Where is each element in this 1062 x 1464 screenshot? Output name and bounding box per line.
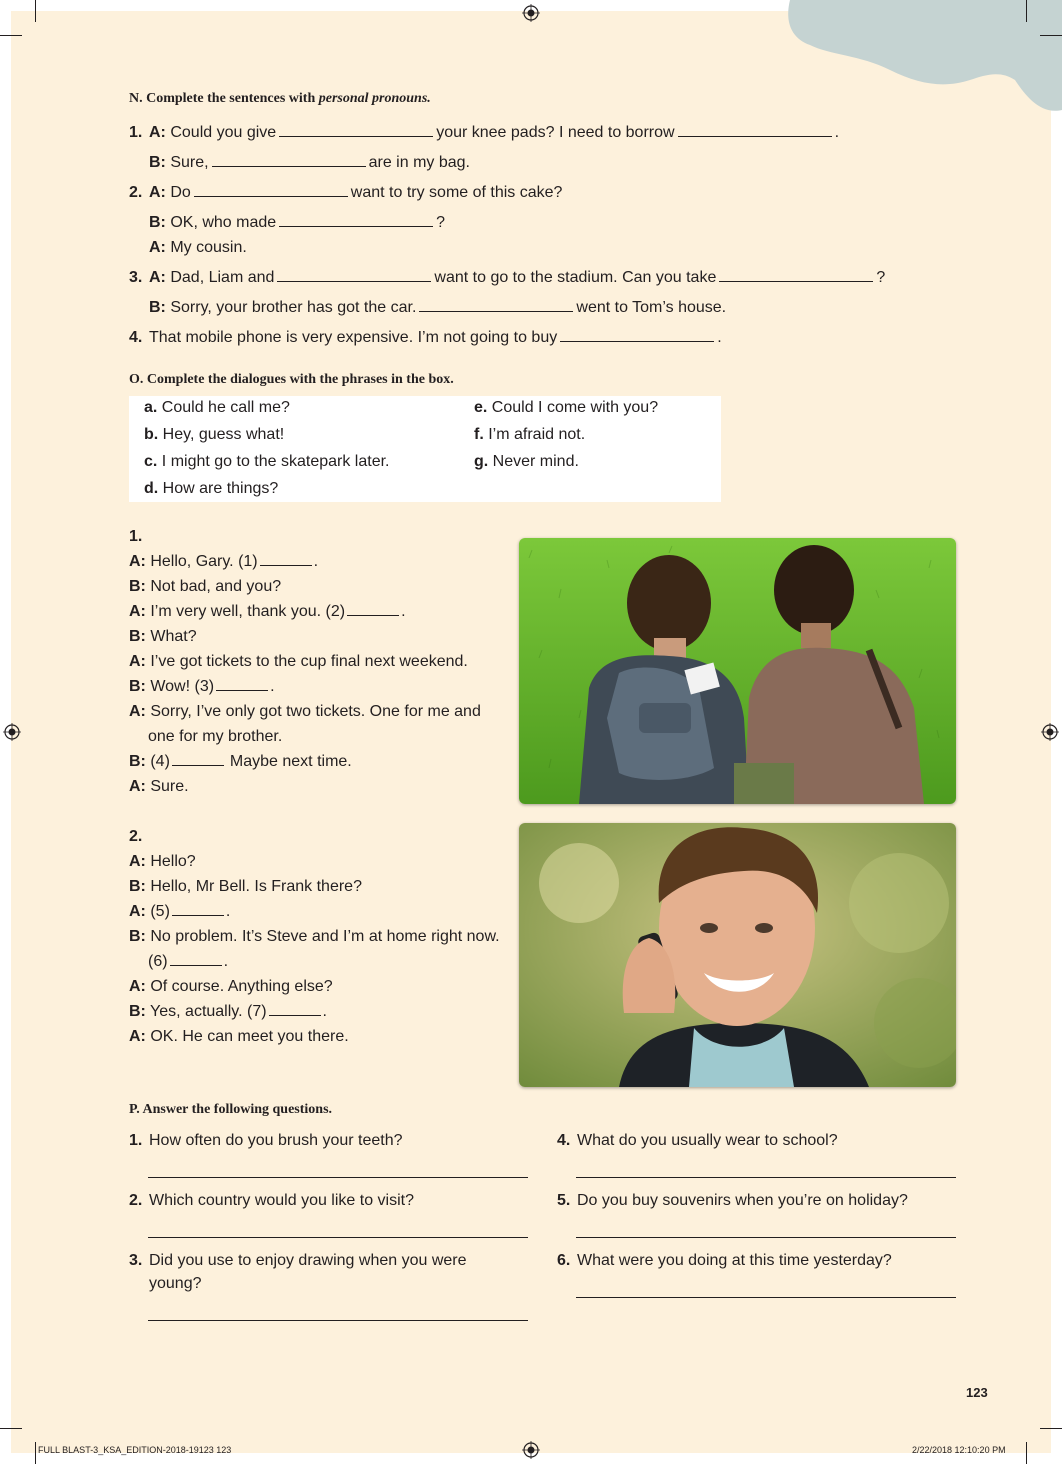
phrase-f: f. I’m afraid not. (474, 426, 586, 443)
answer-blank[interactable] (277, 268, 431, 282)
dialogue-text: Not bad, and you? (150, 578, 282, 595)
boy-on-phone-photo (519, 823, 956, 1087)
phrase-a: a. Could he call me? (144, 399, 290, 416)
phrase-e: e. Could I come with you? (474, 399, 659, 416)
answer-blank[interactable] (419, 298, 573, 312)
exercise-n-item-1-line-a: 1. A: Could you give your knee pads? I need to borrow . (129, 124, 840, 141)
dialogue-text: Hello? (150, 853, 196, 870)
exercise-n-item-4: 4. That mobile phone is very expensive. I’m not going to buy . (129, 329, 722, 346)
section-p-heading: P. Answer the following questions. (129, 1102, 333, 1117)
answer-blank[interactable] (172, 902, 224, 916)
answer-blank[interactable] (216, 677, 268, 691)
exercise-n-item-3-line-a: 3. A: Dad, Liam and want to go to the stadium. Can you take ? (129, 269, 886, 286)
dialogue-line (129, 852, 196, 872)
speaker-label: A: (129, 778, 146, 795)
answer-blank[interactable] (279, 213, 433, 227)
answer-line[interactable] (576, 1177, 956, 1178)
registration-mark-icon (1041, 723, 1059, 741)
two-students-on-grass-photo (519, 538, 956, 804)
answer-blank[interactable] (678, 123, 832, 137)
dialogue-1-number: 1. (129, 528, 143, 545)
dialogue-line (129, 752, 352, 772)
dialogue-text: Of course. Anything else? (150, 978, 333, 995)
footer-timestamp: 2/22/2018 12:10:20 PM (912, 1445, 1006, 1455)
phrase-box (129, 396, 721, 502)
dialogue-text: . (401, 603, 406, 620)
dialogue-line (129, 1002, 327, 1022)
question-4: 4. What do you usually wear to school? (557, 1132, 838, 1149)
dialogue-line (129, 652, 468, 672)
exercise-n-item-3-line-b: B: Sorry, your brother has got the car. went to Tom’s house. (149, 299, 727, 316)
exercise-n-item-2-line-a: 2. A: Do want to try some of this cake? (129, 184, 563, 201)
crop-mark (35, 1442, 36, 1464)
speaker-label: A: (129, 1028, 146, 1045)
answer-line[interactable] (148, 1177, 528, 1178)
speaker-label: B: (129, 578, 146, 595)
speaker-label: A: (129, 653, 146, 670)
crop-mark (35, 0, 36, 22)
dialogue-text: Wow! (3) (150, 678, 215, 695)
question-2: 2. Which country would you like to visit? (129, 1192, 414, 1209)
dialogue-text: . (322, 1003, 327, 1020)
dialogue-line (129, 577, 281, 597)
dialogue-line (129, 552, 318, 572)
dialogue-line (148, 952, 228, 972)
crop-mark (0, 35, 22, 36)
section-o-heading: O. Complete the dialogues with the phrases in the box. (129, 372, 454, 387)
question-3: 3. Did you use to enjoy drawing when you were (129, 1252, 467, 1269)
dialogue-line (148, 727, 282, 747)
speaker-label: B: (129, 678, 146, 695)
dialogue-line (129, 927, 500, 947)
question-1: 1. How often do you brush your teeth? (129, 1132, 403, 1149)
dialogue-text: one for my brother. (148, 728, 283, 745)
crop-mark (1026, 0, 1027, 22)
dialogue-text: Yes, actually. (7) (150, 1003, 267, 1020)
dialogue-text: What? (150, 628, 197, 645)
speaker-label: A: (129, 703, 146, 720)
dialogue-text: (5) (150, 903, 170, 920)
registration-mark-icon (522, 1441, 540, 1459)
answer-blank[interactable] (260, 552, 312, 566)
dialogue-text: Sorry, I’ve only got two tickets. One for me and (150, 703, 481, 720)
dialogue-text: . (270, 678, 275, 695)
dialogue-text: I’m very well, thank you. (2) (150, 603, 346, 620)
dialogue-line (129, 777, 189, 797)
crop-mark (1040, 35, 1062, 36)
speaker-label: A: (129, 853, 146, 870)
phrase-c: c. I might go to the skatepark later. (144, 453, 390, 470)
dialogue-line (129, 877, 362, 897)
speaker-label: B: (129, 928, 146, 945)
crop-mark (1026, 1442, 1027, 1464)
answer-line[interactable] (148, 1320, 528, 1321)
page-number: 123 (966, 1385, 988, 1400)
question-5: 5. Do you buy souvenirs when you’re on holiday? (557, 1192, 908, 1209)
answer-blank[interactable] (269, 1002, 321, 1016)
dialogue-text: . (223, 953, 229, 970)
answer-blank[interactable] (347, 602, 399, 616)
speaker-label: A: (129, 603, 146, 620)
footer-file-info: FULL BLAST-3_KSA_EDITION-2018-19123 123 (38, 1445, 232, 1455)
dialogue-line (129, 902, 230, 922)
dialogue-line (129, 1027, 349, 1047)
answer-blank[interactable] (194, 183, 348, 197)
registration-mark-icon (522, 4, 540, 22)
answer-blank[interactable] (170, 952, 222, 966)
dialogue-line (129, 977, 333, 997)
answer-line[interactable] (576, 1237, 956, 1238)
dialogue-text: (4) (150, 753, 170, 770)
dialogue-line (129, 677, 275, 697)
exercise-n-item-2-line-c: A: My cousin. (149, 239, 247, 256)
exercise-n-item-1-line-b: B: Sure, are in my bag. (149, 154, 470, 171)
crop-mark (1040, 1428, 1062, 1429)
question-3-continued: young? (149, 1275, 202, 1292)
phrase-b: b. Hey, guess what! (144, 426, 285, 443)
dialogue-text: No problem. It’s Steve and I’m at home right now. (150, 928, 500, 945)
section-n-heading: N. Complete the sentences with personal pronouns. (129, 91, 431, 106)
answer-blank[interactable] (212, 153, 366, 167)
dialogue-text: Hello, Mr Bell. Is Frank there? (150, 878, 362, 895)
crop-mark (0, 1428, 22, 1429)
speaker-label: B: (129, 1003, 146, 1020)
dialogue-text: Maybe next time. (229, 753, 352, 770)
dialogue-text: OK. He can meet you there. (150, 1028, 349, 1045)
answer-line[interactable] (148, 1237, 528, 1238)
dialogue-text: . (225, 903, 231, 920)
speaker-label: B: (129, 878, 146, 895)
answer-blank[interactable] (172, 752, 224, 766)
answer-blank[interactable] (560, 328, 714, 342)
speaker-label: A: (129, 553, 146, 570)
dialogue-text: (6) (148, 953, 168, 970)
question-6: 6. What were you doing at this time yesterday? (557, 1252, 892, 1269)
speaker-label: B: (129, 628, 146, 645)
dialogue-text: Hello, Gary. (1) (150, 553, 258, 570)
answer-blank[interactable] (279, 123, 433, 137)
dialogue-2-number: 2. (129, 828, 143, 845)
phrase-d: d. How are things? (144, 480, 279, 497)
dialogue-text: Sure. (150, 778, 189, 795)
registration-mark-icon (3, 723, 21, 741)
answer-blank[interactable] (719, 268, 873, 282)
dialogue-line (129, 702, 481, 722)
exercise-n-item-2-line-b: B: OK, who made ? (149, 214, 446, 231)
dialogue-line (129, 602, 406, 622)
dialogue-text: I’ve got tickets to the cup final next weekend. (150, 653, 468, 670)
dialogue-line (129, 627, 197, 647)
answer-line[interactable] (576, 1297, 956, 1298)
phrase-g: g. Never mind. (474, 453, 579, 470)
dialogue-text: . (313, 553, 319, 570)
speaker-label: B: (129, 753, 146, 770)
speaker-label: A: (129, 978, 146, 995)
speaker-label: A: (129, 903, 146, 920)
